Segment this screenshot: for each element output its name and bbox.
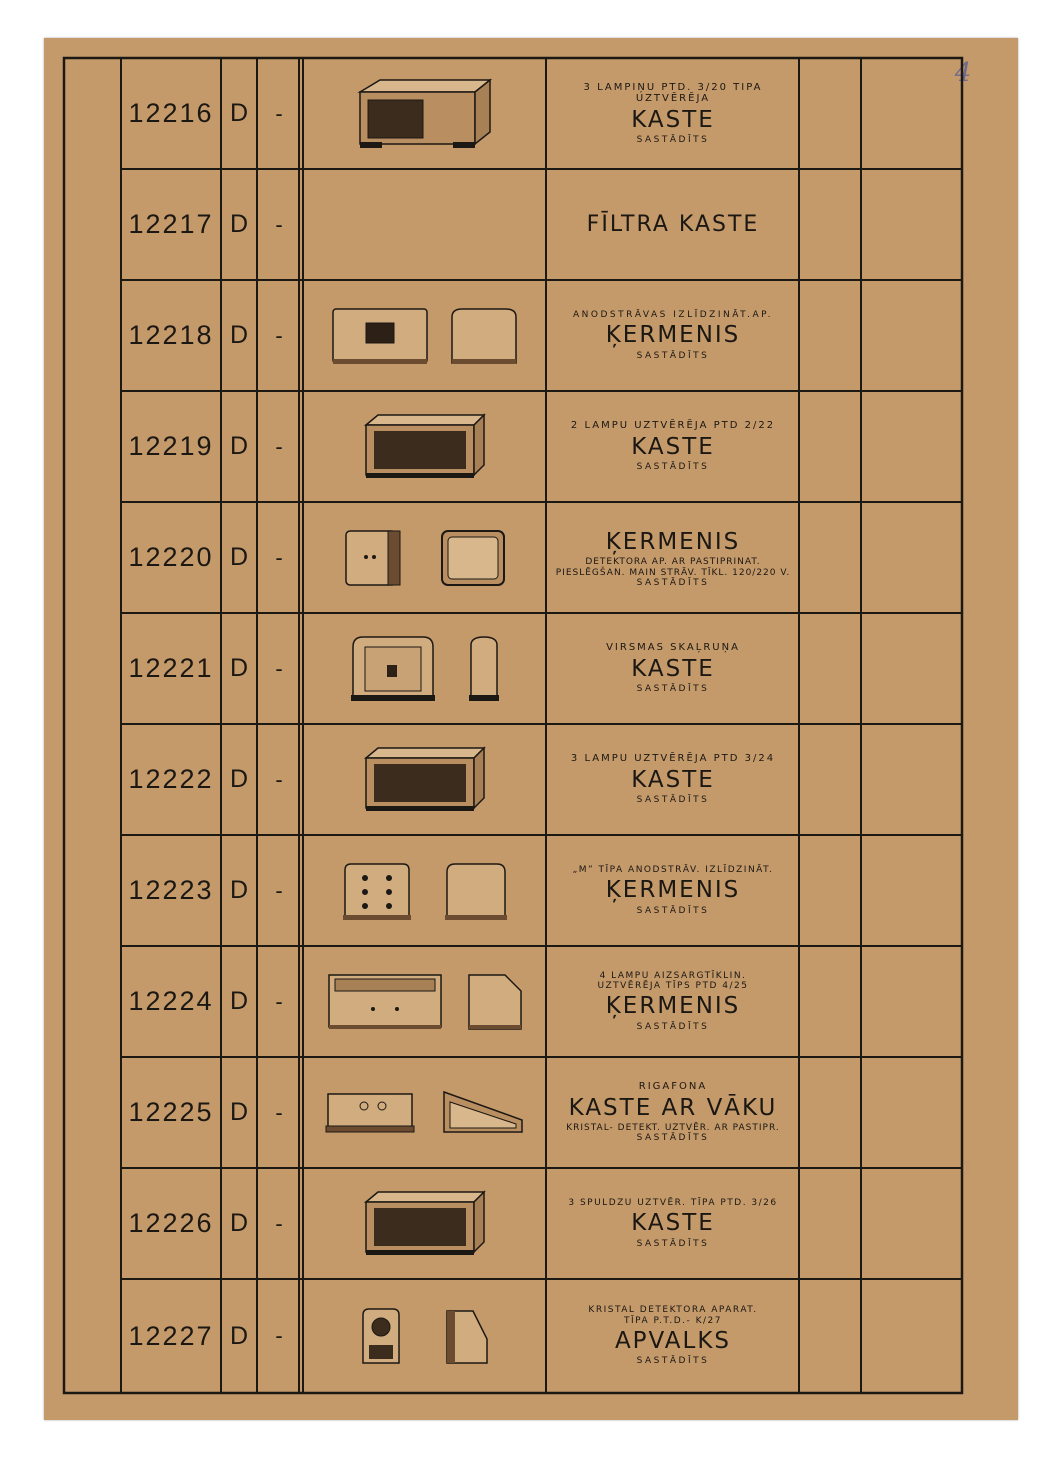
- item-number: 12218: [128, 320, 214, 350]
- item-footer: SASTĀDĪTS: [636, 135, 710, 146]
- description-line-1: VIRSMAS SKAĻRUŅA: [606, 642, 740, 654]
- receiver-cabinet-icon: [360, 411, 490, 483]
- item-title: ĶERMENIS: [605, 528, 741, 555]
- item-title: KASTE AR VĀKU: [568, 1094, 778, 1121]
- drawing-cell: [304, 1057, 546, 1168]
- dash-mark: -: [275, 1323, 283, 1348]
- item-title: KASTE: [631, 766, 715, 793]
- table-row: [0, 724, 1043, 835]
- description-cell: [547, 613, 799, 724]
- description-cell: [547, 58, 799, 169]
- group-letter: D: [229, 1209, 249, 1237]
- description-line-2: PIESLĒGŠAN. MAIN STRĀV. TĪKL. 120/220 V.: [555, 567, 791, 578]
- rigafona-box-icon: [324, 1088, 416, 1138]
- item-number: 12222: [128, 764, 214, 794]
- table-row: [0, 946, 1043, 1057]
- drawing-cell: [304, 946, 546, 1057]
- group-letter: D: [229, 321, 249, 349]
- drawing-cell: [304, 835, 546, 946]
- dash-mark: -: [275, 1210, 283, 1236]
- item-title: ĶERMENIS: [605, 322, 741, 349]
- description-cell: [547, 724, 799, 835]
- item-footer: SASTĀDĪTS: [636, 350, 710, 361]
- dash-mark: -: [275, 766, 283, 792]
- drawing-cell: [304, 613, 546, 724]
- rectifier-front-icon: [330, 305, 430, 367]
- speaker-side-icon: [467, 633, 501, 705]
- detector-tray-icon: [438, 527, 508, 589]
- group-letter: D: [229, 543, 249, 571]
- item-number: 12227: [128, 1320, 214, 1351]
- table-row: [0, 58, 1043, 169]
- description-line-1: 3 LAMPU UZTVĒRĒJA PTD 3/24: [570, 753, 776, 765]
- group-letter: D: [229, 654, 249, 682]
- drawing-cell: [304, 58, 546, 169]
- description-line-1: 3 LAMPIŅU PTD. 3/20 TIPA: [583, 81, 763, 93]
- description-line-1: DETEKTORA AP. AR PASTIPRINAT.: [585, 557, 761, 568]
- item-footer: SASTĀDĪTS: [636, 577, 710, 588]
- group-letter: D: [229, 987, 249, 1015]
- receiver-cabinet-icon: [360, 1188, 490, 1260]
- description-line-2: UZTVĒRĒJA: [635, 93, 711, 105]
- description-cell: [547, 280, 799, 391]
- drawing-cell: [304, 169, 546, 280]
- item-footer: SASTĀDĪTS: [636, 1021, 710, 1032]
- item-footer: SASTĀDĪTS: [636, 795, 710, 806]
- item-title: KASTE: [631, 106, 715, 133]
- drawing-cell: [304, 502, 546, 613]
- dash-mark: -: [275, 433, 283, 459]
- table-row: [0, 1279, 1043, 1393]
- item-number: 12225: [128, 1097, 214, 1127]
- description-line-2: UZTVĒRĒJA TĪPS PTD 4/25: [597, 981, 749, 992]
- crystal-set-side-icon: [443, 1305, 491, 1367]
- crystal-set-front-icon: [359, 1305, 403, 1367]
- drawing-cell: [304, 1279, 546, 1393]
- item-number: 12226: [128, 1208, 214, 1238]
- description-line-1: 2 LAMPU UZTVĒRĒJA PTD 2/22: [570, 420, 776, 432]
- description-cell: [547, 169, 799, 280]
- drawing-cell: [304, 724, 546, 835]
- description-line-1: 3 SPULDZU UZTVĒR. TĪPA PTD. 3/26: [568, 1197, 778, 1208]
- description-line-1: „M” TĪPA ANODSTRĀV. IZLĪDZINĀT.: [572, 864, 774, 875]
- item-title: APVALKS: [614, 1327, 732, 1354]
- group-letter: D: [229, 210, 249, 238]
- dash-mark: -: [275, 322, 283, 348]
- table-row: [0, 613, 1043, 724]
- item-number: 12217: [128, 209, 214, 239]
- drawing-cell: [304, 391, 546, 502]
- description-cell: [547, 1168, 799, 1279]
- item-footer: SASTĀDĪTS: [636, 1133, 710, 1144]
- drawing-cell: [304, 280, 546, 391]
- item-title: ĶERMENIS: [605, 877, 741, 904]
- group-letter: D: [229, 1098, 249, 1126]
- radio-cabinet-icon: [350, 74, 500, 154]
- rectifier-m-side-icon: [443, 860, 509, 922]
- item-title: KASTE: [631, 433, 715, 460]
- dash-mark: -: [275, 211, 283, 237]
- description-cell: [547, 1279, 799, 1393]
- table-row: [0, 1057, 1043, 1168]
- item-number: 12216: [128, 98, 214, 128]
- item-title: FĪLTRA KASTE: [586, 211, 760, 237]
- group-letter: D: [229, 432, 249, 460]
- table-row: [0, 502, 1043, 613]
- item-number: 12224: [128, 986, 214, 1016]
- group-letter: D: [229, 99, 249, 127]
- drawing-cell: [304, 1168, 546, 1279]
- rectifier-side-icon: [448, 305, 520, 367]
- item-number: 12219: [128, 431, 214, 461]
- item-number: 12223: [128, 875, 214, 905]
- item-footer: SASTĀDĪTS: [636, 462, 710, 473]
- description-cell: [547, 502, 799, 613]
- item-number: 12220: [128, 542, 214, 572]
- dash-mark: -: [275, 1099, 283, 1125]
- table-row: [0, 169, 1043, 280]
- dash-mark: -: [275, 544, 283, 570]
- dash-mark: -: [275, 100, 283, 126]
- dash-mark: -: [275, 877, 283, 903]
- description-line-1: KRISTAL DETEKTORA APARAT.: [588, 1305, 758, 1316]
- rigafona-lid-icon: [440, 1088, 526, 1138]
- rectifier-m-front-icon: [341, 860, 413, 922]
- group-letter: D: [229, 1321, 249, 1350]
- item-title: KASTE: [631, 1210, 715, 1237]
- speaker-front-icon: [349, 633, 437, 705]
- item-title: KASTE: [631, 655, 715, 682]
- item-title: ĶERMENIS: [605, 993, 741, 1020]
- description-line-2: KRISTAL- DETEKT. UZTVĒR. AR PASTIPR.: [566, 1123, 780, 1134]
- description-cell: [547, 391, 799, 502]
- description-line-2: TĪPA P.T.D.- K/27: [624, 1315, 722, 1326]
- description-line-1: RIGAFONA: [638, 1081, 708, 1093]
- wide-cabinet-icon: [325, 971, 445, 1033]
- table-row: [0, 391, 1043, 502]
- dash-mark: -: [275, 988, 283, 1014]
- item-footer: SASTĀDĪTS: [636, 1356, 710, 1367]
- item-footer: SASTĀDĪTS: [636, 684, 710, 695]
- detector-box-icon: [342, 527, 404, 589]
- group-letter: D: [229, 876, 249, 904]
- description-line-1: ANODSTRĀVAS IZLĪDZINĀT.AP.: [572, 309, 774, 320]
- table-row: [0, 1168, 1043, 1279]
- table-row: [0, 280, 1043, 391]
- cabinet-side-icon: [465, 971, 525, 1033]
- corner-page-mark: 4: [954, 58, 972, 88]
- item-footer: SASTĀDĪTS: [636, 1238, 710, 1249]
- description-cell: [547, 1057, 799, 1168]
- table-row: [0, 835, 1043, 946]
- description-cell: [547, 835, 799, 946]
- item-footer: SASTĀDĪTS: [636, 905, 710, 916]
- receiver-cabinet-icon: [360, 744, 490, 816]
- dash-mark: -: [275, 655, 283, 681]
- item-number: 12221: [128, 653, 214, 683]
- description-line-1: 4 LAMPU AIZSARGTĪKLIN.: [599, 970, 747, 981]
- group-letter: D: [229, 765, 249, 793]
- description-cell: [547, 946, 799, 1057]
